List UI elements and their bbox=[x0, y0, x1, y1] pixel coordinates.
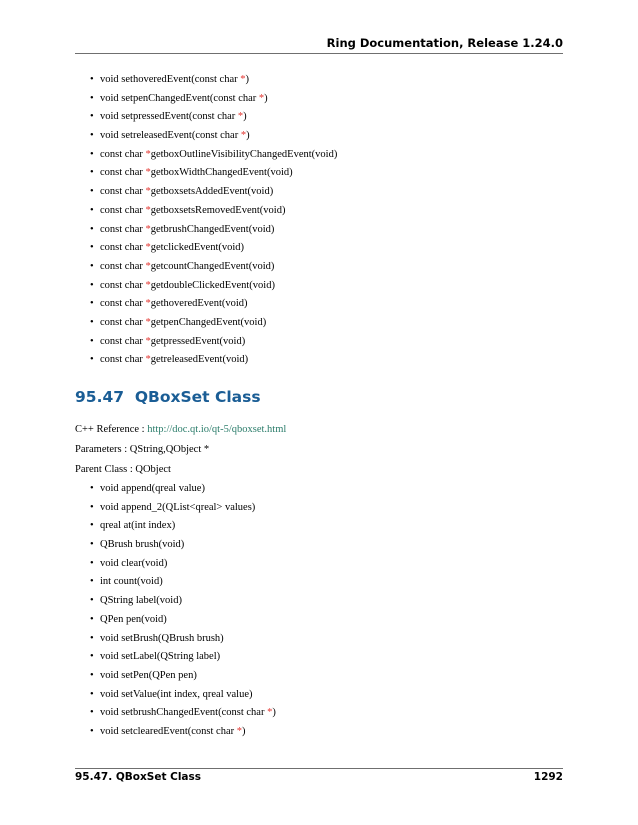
bullet-marker: • bbox=[90, 354, 94, 366]
bullet-marker: • bbox=[90, 260, 94, 272]
pointer-asterisk: * bbox=[145, 167, 151, 179]
list-item bbox=[75, 146, 563, 165]
list-item-text-tail: getboxsetsRemovedEvent(void) bbox=[150, 204, 286, 216]
list-item bbox=[75, 90, 563, 109]
pointer-asterisk: * bbox=[145, 242, 151, 254]
bullet-marker: • bbox=[90, 613, 94, 625]
list-item-text: const char bbox=[100, 148, 146, 160]
section-heading bbox=[75, 385, 563, 409]
list-item-text: void setLabel(QString label) bbox=[100, 651, 221, 663]
pointer-asterisk: * bbox=[240, 74, 246, 85]
list-item-text: void sethoveredEvent(const char bbox=[100, 74, 241, 85]
list-item bbox=[75, 333, 563, 352]
list-item bbox=[75, 630, 563, 649]
bullet-marker: • bbox=[90, 204, 94, 216]
list-item bbox=[75, 573, 563, 592]
bullet-marker: • bbox=[90, 74, 94, 85]
list-item-text: void setreleasedEvent(const char bbox=[100, 130, 241, 142]
pointer-asterisk: * bbox=[145, 148, 151, 160]
list-item-text-tail: getboxOutlineVisibilityChangedEvent(void) bbox=[150, 148, 338, 160]
bullet-marker: • bbox=[90, 167, 94, 179]
bullet-marker: • bbox=[90, 669, 94, 681]
bullet-marker: • bbox=[90, 557, 94, 569]
list-item-text-tail: getcountChangedEvent(void) bbox=[150, 260, 275, 272]
bullet-marker: • bbox=[90, 223, 94, 235]
pointer-asterisk: * bbox=[258, 92, 265, 104]
list-item-text-tail: getdoubleClickedEvent(void) bbox=[150, 279, 275, 291]
list-item bbox=[75, 258, 563, 277]
footer-section-name: 95.47. QBoxSet Class bbox=[75, 771, 202, 783]
list-item-text: QString label(void) bbox=[100, 595, 182, 607]
section-number: 95.47 bbox=[75, 388, 125, 406]
bullet-marker: • bbox=[90, 483, 94, 494]
list-item-text-tail: ) bbox=[272, 707, 276, 719]
list-item-text-tail: getclickedEvent(void) bbox=[150, 242, 245, 254]
pointer-asterisk: * bbox=[145, 354, 151, 366]
section-title: QBoxSet Class bbox=[134, 388, 261, 406]
page-content bbox=[75, 71, 563, 742]
list-item bbox=[75, 164, 563, 183]
list-item-text-tail: getbrushChangedEvent(void) bbox=[150, 223, 275, 235]
cpp-reference-line bbox=[75, 420, 563, 440]
bullet-marker: • bbox=[90, 148, 94, 160]
list-item-text: const char bbox=[100, 335, 146, 347]
footer-page-number: 1292 bbox=[533, 771, 563, 783]
bullet-marker: • bbox=[90, 298, 94, 310]
list-item-text: void append_2(QList<qreal> values) bbox=[100, 501, 256, 513]
bullet-marker: • bbox=[90, 501, 94, 513]
bullet-marker: • bbox=[90, 92, 94, 104]
list-item-text: void setbrushChangedEvent(const char bbox=[100, 707, 268, 719]
list-item bbox=[75, 221, 563, 240]
bullet-marker: • bbox=[90, 111, 94, 123]
bullet-marker: • bbox=[90, 651, 94, 663]
bullet-marker: • bbox=[90, 186, 94, 198]
list-item-text: const char bbox=[100, 223, 146, 235]
header-divider bbox=[75, 53, 563, 54]
list-item bbox=[75, 592, 563, 611]
pointer-asterisk: * bbox=[145, 335, 151, 347]
list-item bbox=[75, 611, 563, 630]
bullet-marker: • bbox=[90, 576, 94, 588]
list-item bbox=[75, 667, 563, 686]
list-item bbox=[75, 108, 563, 127]
bullet-marker: • bbox=[90, 725, 94, 737]
list-item bbox=[75, 536, 563, 555]
list-item-text: const char bbox=[100, 316, 146, 328]
footer-divider bbox=[75, 768, 563, 769]
pointer-asterisk: * bbox=[145, 223, 151, 235]
list-item-text: const char bbox=[100, 167, 146, 179]
list-item-text-tail: getpressedEvent(void) bbox=[150, 335, 246, 347]
list-item bbox=[75, 555, 563, 574]
list-item bbox=[75, 723, 563, 742]
bullet-marker: • bbox=[90, 316, 94, 328]
list-item-text-tail: ) bbox=[243, 111, 247, 123]
pointer-asterisk: * bbox=[236, 725, 242, 737]
list-item-text-tail: ) bbox=[264, 92, 268, 104]
list-item-text-tail: getreleasedEvent(void) bbox=[150, 354, 249, 366]
cpp-reference-link[interactable]: http://doc.qt.io/qt-5/qboxset.html bbox=[147, 424, 287, 435]
list-item bbox=[75, 183, 563, 202]
pointer-asterisk: * bbox=[145, 316, 151, 328]
pointer-asterisk: * bbox=[145, 279, 151, 291]
bullet-marker: • bbox=[90, 335, 94, 347]
list-item-text: QBrush brush(void) bbox=[100, 539, 185, 551]
list-item-text: QPen pen(void) bbox=[100, 613, 167, 625]
list-item-text-tail: getpenChangedEvent(void) bbox=[150, 316, 267, 328]
pointer-asterisk: * bbox=[145, 298, 151, 310]
list-item-text: void clear(void) bbox=[100, 557, 168, 569]
list-item-text: void setBrush(QBrush brush) bbox=[100, 632, 224, 644]
list-item bbox=[75, 277, 563, 296]
list-item-text-tail: ) bbox=[241, 725, 246, 737]
list-item bbox=[75, 648, 563, 667]
list-item bbox=[75, 202, 563, 221]
bullet-marker: • bbox=[90, 520, 94, 532]
method-list-qboxplotseries-events bbox=[75, 71, 563, 370]
list-item bbox=[75, 127, 563, 146]
list-item bbox=[75, 686, 563, 705]
pointer-asterisk: * bbox=[267, 707, 273, 719]
parameters-line: Parameters : QString,QObject * bbox=[75, 444, 210, 455]
list-item-text: void setpenChangedEvent(const char bbox=[100, 92, 259, 104]
bullet-marker: • bbox=[90, 632, 94, 644]
list-item-text: const char bbox=[100, 260, 146, 272]
bullet-marker: • bbox=[90, 130, 94, 142]
pointer-asterisk: * bbox=[145, 260, 151, 272]
bullet-marker: • bbox=[90, 279, 94, 291]
list-item-text: void append(qreal value) bbox=[100, 483, 205, 494]
list-item-text: void setpressedEvent(const char bbox=[100, 111, 238, 123]
list-item bbox=[75, 295, 563, 314]
pointer-asterisk: * bbox=[145, 186, 151, 198]
list-item bbox=[75, 480, 563, 499]
list-item-text: const char bbox=[100, 354, 146, 366]
cpp-reference-label: C++ Reference : bbox=[75, 424, 148, 435]
list-item-text: const char bbox=[100, 204, 146, 216]
list-item-text: int count(void) bbox=[100, 576, 163, 588]
list-item bbox=[75, 704, 563, 723]
list-item bbox=[75, 239, 563, 258]
list-item bbox=[75, 517, 563, 536]
parent-class-line: Parent Class : QObject bbox=[75, 464, 171, 475]
running-header-title: Ring Documentation, Release 1.24.0 bbox=[326, 36, 563, 50]
list-item-text: const char bbox=[100, 242, 146, 254]
list-item-text-tail: gethoveredEvent(void) bbox=[150, 298, 248, 310]
pointer-asterisk: * bbox=[237, 111, 244, 123]
list-item-text: const char bbox=[100, 298, 146, 310]
list-item-text: void setclearedEvent(const char bbox=[100, 725, 237, 737]
list-item bbox=[75, 71, 563, 90]
pointer-asterisk: * bbox=[240, 130, 247, 142]
bullet-marker: • bbox=[90, 595, 94, 607]
method-list-qboxset bbox=[75, 480, 563, 742]
list-item bbox=[75, 314, 563, 333]
list-item-text-tail: ) bbox=[246, 130, 250, 142]
list-item-text: qreal at(int index) bbox=[100, 520, 176, 532]
bullet-marker: • bbox=[90, 242, 94, 254]
list-item bbox=[75, 351, 563, 370]
pointer-asterisk: * bbox=[145, 204, 151, 216]
bullet-marker: • bbox=[90, 688, 94, 700]
list-item-text-tail: ) bbox=[245, 74, 249, 85]
list-item-text-tail: getboxWidthChangedEvent(void) bbox=[150, 167, 293, 179]
bullet-marker: • bbox=[90, 707, 94, 719]
list-item-text: void setPen(QPen pen) bbox=[100, 669, 197, 681]
list-item-text: void setValue(int index, qreal value) bbox=[100, 688, 253, 700]
bullet-marker: • bbox=[90, 539, 94, 551]
list-item-text: const char bbox=[100, 186, 146, 198]
list-item-text-tail: getboxsetsAddedEvent(void) bbox=[150, 186, 274, 198]
list-item bbox=[75, 499, 563, 518]
list-item-text: const char bbox=[100, 279, 146, 291]
